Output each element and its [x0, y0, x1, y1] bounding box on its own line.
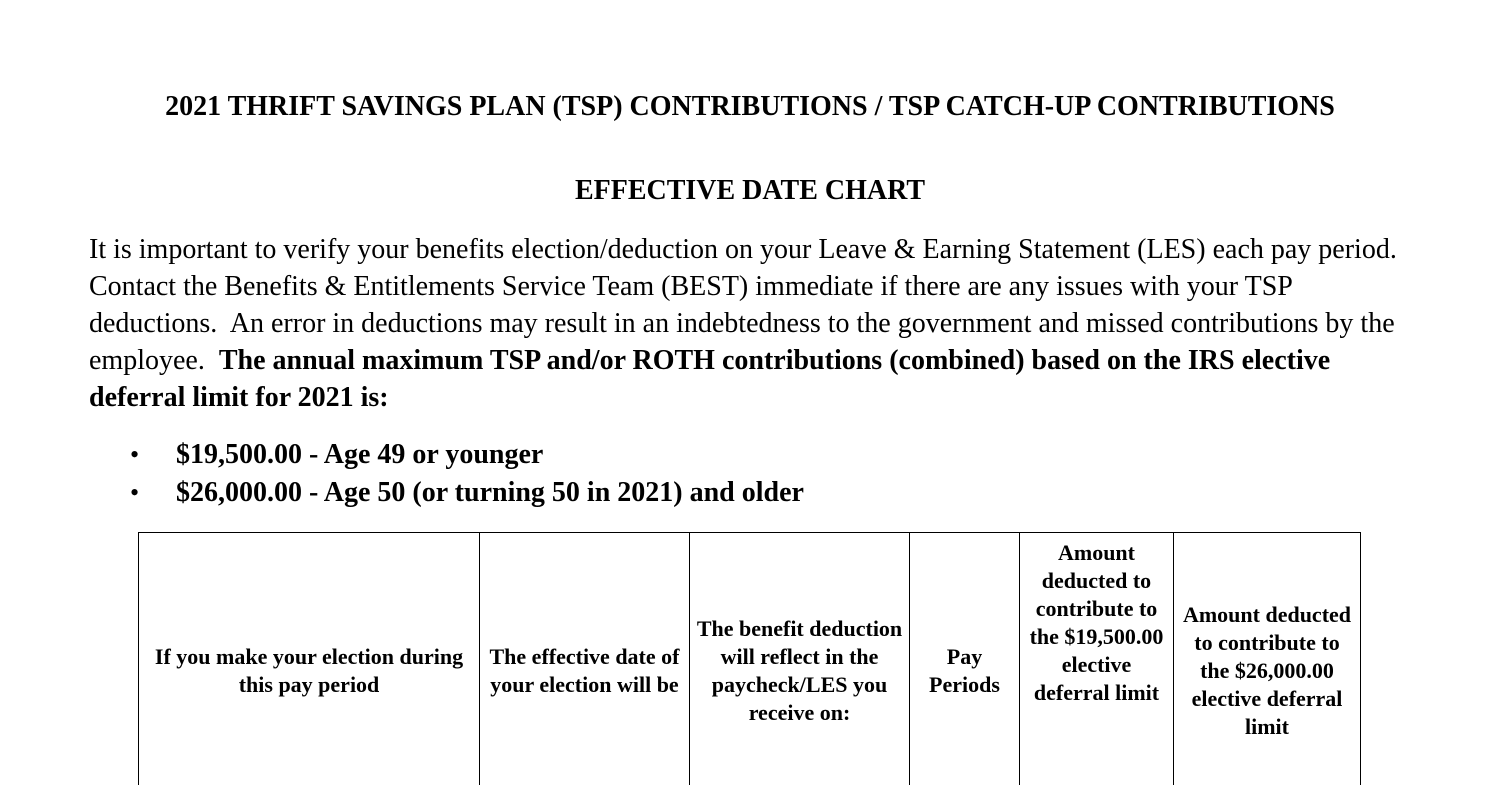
bullet-icon: • [130, 478, 140, 507]
limit-item-under-50 [130, 436, 804, 474]
header-paycheck-les-date: The benefit deduction will reflect in the paycheck/LES you receive on: [690, 533, 910, 785]
document-title: 2021 THRIFT SAVINGS PLAN (TSP) CONTRIBUTIONS / TSP CATCH-UP CONTRIBUTIONS [165, 91, 1335, 122]
table-header-row [139, 533, 1361, 785]
deferral-limits-list [130, 436, 804, 512]
intro-text: It is important to verify your benefits election/deduction on your Leave & Earning Statement (LES) each pay period. Contact the Benefits & Entitlements Service Team (BEST) immediate if there are any issues with your TSP deductions. An error in deductions may result in an indebtedness to the government and missed contributions by the employee. [89, 234, 1411, 376]
document-subtitle: EFFECTIVE DATE CHART [574, 175, 926, 206]
intro-bold-text: The annual maximum TSP and/or ROTH contributions (combined) based on the IRS elective deferral limit for 2021 is: [89, 345, 1331, 413]
intro-paragraph [89, 231, 1419, 416]
limit-text: $19,500.00 - Age 49 or younger [176, 439, 544, 470]
header-amount-26000-limit: Amount deducted to contribute to the $26,000.00 elective deferral limit [1174, 533, 1361, 785]
header-election-pay-period: If you make your election during this pay period [139, 533, 480, 785]
header-amount-19500-limit: Amount deducted to contribute to the $19,500.00 elective deferral limit [1020, 533, 1174, 785]
header-pay-periods: Pay Periods [910, 533, 1020, 785]
limit-text: $26,000.00 - Age 50 (or turning 50 in 2021) and older [176, 477, 804, 508]
limit-item-50-and-older [130, 474, 804, 512]
header-effective-date: The effective date of your election will be [480, 533, 690, 785]
effective-date-chart [138, 532, 1361, 785]
bullet-icon: • [130, 440, 140, 469]
